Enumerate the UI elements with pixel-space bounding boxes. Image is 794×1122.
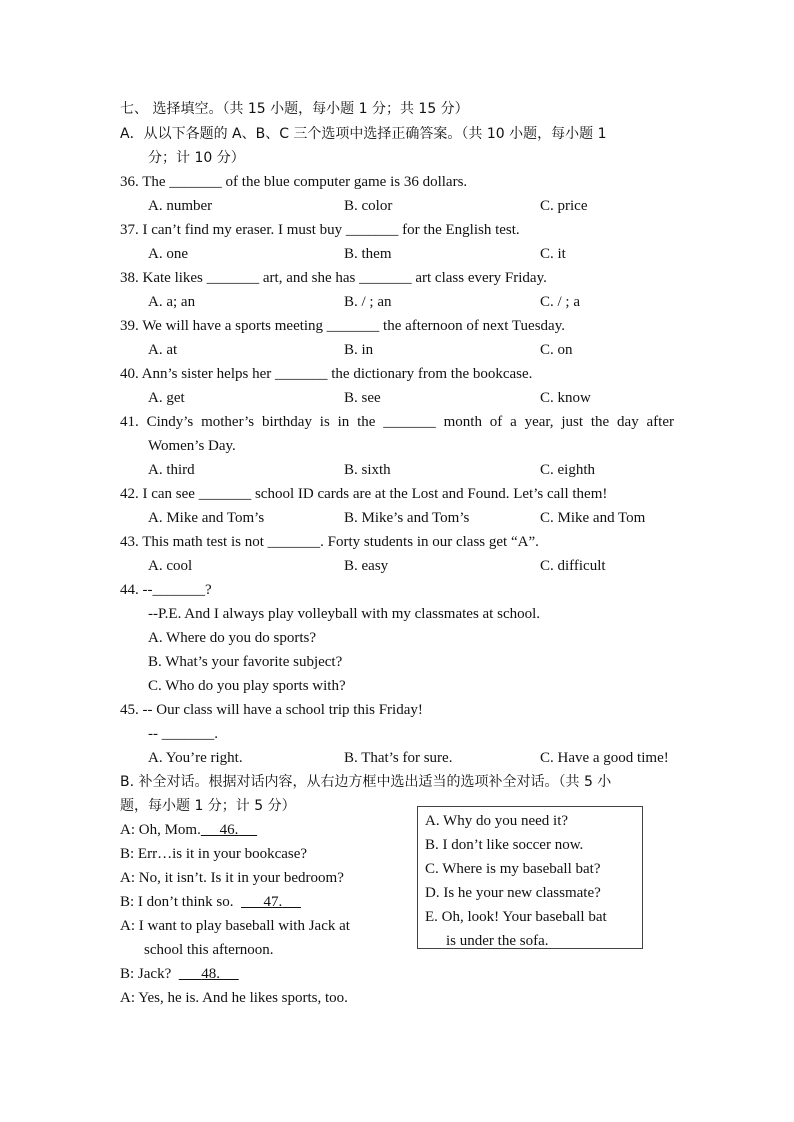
option-c: C. / ; a bbox=[540, 294, 580, 310]
option-b: B. them bbox=[344, 246, 392, 262]
box-option-e: E. Oh, look! Your baseball bat bbox=[425, 909, 607, 925]
question-stem: 41. Cindy’s mother’s birthday is in the _______ month of a year, just the day after bbox=[120, 414, 674, 430]
dialogue-line bbox=[120, 820, 257, 840]
dialogue-line bbox=[120, 964, 239, 984]
question-stem: 43. This math test is not _______. Forty students in our class get “A”. bbox=[120, 534, 539, 550]
option-c: C. price bbox=[540, 198, 588, 214]
dialogue-text: B: I don’t think so. bbox=[120, 894, 234, 910]
part-a-instruction: A．从以下各题的 A、B、C 三个选项中选择正确答案。（共 10 小题，每小题 1 bbox=[120, 126, 607, 142]
part-a-instruction-cont: 分；计 10 分） bbox=[148, 150, 245, 166]
box-option-d: D. Is he your new classmate? bbox=[425, 885, 601, 901]
option-a: A. at bbox=[148, 342, 178, 358]
option-c: C. eighth bbox=[540, 462, 595, 478]
dialogue-line: B: Err…is it in your bookcase? bbox=[120, 846, 308, 862]
option-c: C. it bbox=[540, 246, 566, 262]
option-a: A. Where do you do sports? bbox=[148, 630, 317, 646]
option-c: C. know bbox=[540, 390, 591, 406]
dialogue-reply: -- _______. bbox=[148, 726, 218, 742]
section-title: 七、 选择填空。（共 15 小题，每小题 1 分；共 15 分） bbox=[120, 101, 469, 117]
option-b: B. Mike’s and Tom’s bbox=[344, 510, 470, 526]
question-stem: 36. The _______ of the blue computer game is 36 dollars. bbox=[120, 174, 468, 190]
option-c: C. on bbox=[540, 342, 573, 358]
option-c: C. Who do you play sports with? bbox=[148, 678, 346, 694]
question-stem-cont: Women’s Day. bbox=[148, 438, 236, 454]
option-b: B. see bbox=[344, 390, 381, 406]
option-a: A. third bbox=[148, 462, 195, 478]
option-a: A. cool bbox=[148, 558, 193, 574]
option-a: A. a; an bbox=[148, 294, 196, 310]
option-c: C. Mike and Tom bbox=[540, 510, 646, 526]
option-b: B. What’s your favorite subject? bbox=[148, 654, 343, 670]
question-stem: 42. I can see _______ school ID cards are at the Lost and Found. Let’s call them! bbox=[120, 486, 608, 502]
part-b-instruction-cont: 题，每小题 1 分；计 5 分） bbox=[120, 798, 296, 814]
box-option-c: C. Where is my baseball bat? bbox=[425, 861, 601, 877]
question-stem: 40. Ann’s sister helps her _______ the dictionary from the bookcase. bbox=[120, 366, 533, 382]
option-a: A. number bbox=[148, 198, 213, 214]
option-a: A. You’re right. bbox=[148, 750, 243, 766]
option-a: A. Mike and Tom’s bbox=[148, 510, 265, 526]
option-b: B. That’s for sure. bbox=[344, 750, 453, 766]
option-b: B. easy bbox=[344, 558, 389, 574]
option-b: B. color bbox=[344, 198, 393, 214]
dialogue-line: A: I want to play baseball with Jack at bbox=[120, 918, 350, 934]
option-c: C. Have a good time! bbox=[540, 750, 669, 766]
question-stem: 39. We will have a sports meeting _______ the afternoon of next Tuesday. bbox=[120, 318, 565, 334]
answer-blank-47: 47. bbox=[263, 894, 283, 910]
question-stem: 38. Kate likes _______ art, and she has _______ art class every Friday. bbox=[120, 270, 547, 286]
dialogue-line: A: Yes, he is. And he likes sports, too. bbox=[120, 990, 348, 1006]
dialogue-text: B: Jack? bbox=[120, 966, 172, 982]
dialogue-line: A: No, it isn’t. Is it in your bedroom? bbox=[120, 870, 344, 886]
dialogue-line bbox=[120, 892, 301, 912]
option-c: C. difficult bbox=[540, 558, 606, 574]
answer-blank-46: 46. bbox=[219, 822, 239, 838]
option-b: B. / ; an bbox=[344, 294, 392, 310]
box-option-b: B. I don’t like soccer now. bbox=[425, 837, 584, 853]
answer-blank-48: 48. bbox=[201, 966, 220, 982]
question-stem: 37. I can’t find my eraser. I must buy _______ for the English test. bbox=[120, 222, 520, 238]
option-b: B. in bbox=[344, 342, 374, 358]
dialogue-line-cont: school this afternoon. bbox=[144, 942, 274, 958]
option-a: A. one bbox=[148, 246, 188, 262]
box-option-e-cont: is under the sofa. bbox=[446, 933, 549, 949]
part-b-instruction: B. 补全对话。根据对话内容，从右边方框中选出适当的选项补全对话。（共 5 小 bbox=[120, 774, 612, 790]
option-b: B. sixth bbox=[344, 462, 391, 478]
dialogue-reply: --P.E. And I always play volleyball with my classmates at school. bbox=[148, 606, 541, 622]
question-stem: 45. -- Our class will have a school trip this Friday! bbox=[120, 702, 423, 718]
dialogue-text: A: Oh, Mom. bbox=[120, 822, 201, 838]
question-stem: 44. --_______? bbox=[120, 582, 212, 598]
box-option-a: A. Why do you need it? bbox=[425, 813, 569, 829]
option-a: A. get bbox=[148, 390, 185, 406]
